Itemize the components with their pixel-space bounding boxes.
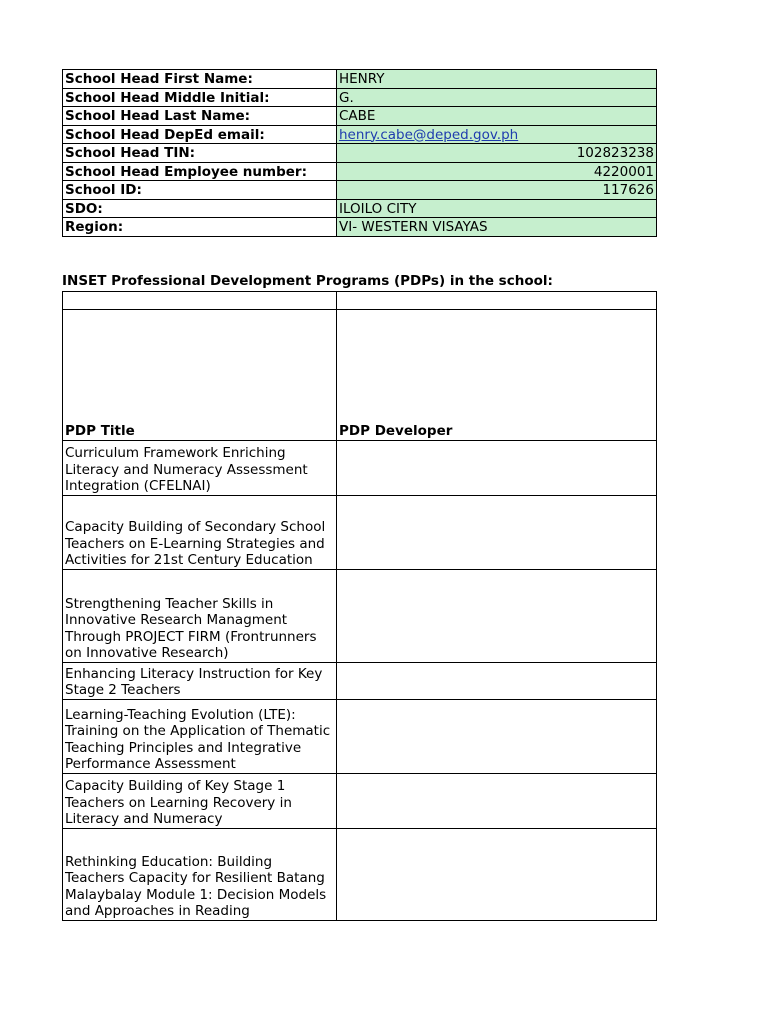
tin-label: School Head TIN: — [63, 144, 337, 163]
pdp-title-cell[interactable]: Capacity Building of Key Stage 1 Teachers on Learning Recovery in Literacy and Numeracy — [63, 773, 337, 828]
pdp-section-title: INSET Professional Development Programs (PDPs) in the school: — [62, 272, 553, 289]
pdp-title-cell[interactable]: Enhancing Literacy Instruction for Key Stage 2 Teachers — [63, 662, 337, 699]
table-row — [63, 162, 657, 181]
employee-number-label: School Head Employee number: — [63, 162, 337, 181]
last-name-value[interactable]: CABE — [337, 107, 657, 126]
worksheet — [62, 69, 656, 921]
table-row — [63, 181, 657, 200]
pdp-developer-header: PDP Developer — [337, 309, 657, 440]
table-row — [63, 828, 657, 920]
table-row — [63, 199, 657, 218]
pdp-header-row — [63, 309, 657, 440]
empty-cell[interactable] — [337, 291, 657, 309]
region-label: Region: — [63, 218, 337, 237]
pdp-title-cell[interactable]: Rethinking Education: Building Teachers Capacity for Resilient Batang Malaybalay Module 1: Decision Models and Approaches in Reading — [63, 828, 337, 920]
email-cell[interactable] — [337, 125, 657, 144]
middle-initial-label: School Head Middle Initial: — [63, 88, 337, 107]
table-row — [63, 662, 657, 699]
pdp-title-cell[interactable]: Capacity Building of Secondary School Teachers on E-Learning Strategies and Activities for 21st Century Education — [63, 495, 337, 569]
sdo-label: SDO: — [63, 199, 337, 218]
pdp-title-cell[interactable]: Learning-Teaching Evolution (LTE): Training on the Application of Thematic Teaching Principles and Integrative Performance Assessment — [63, 699, 337, 773]
email-label: School Head DepEd email: — [63, 125, 337, 144]
table-row — [63, 699, 657, 773]
table-row — [63, 144, 657, 163]
pdp-developer-cell[interactable] — [337, 569, 657, 662]
school-head-info-table — [62, 69, 657, 237]
last-name-label: School Head Last Name: — [63, 107, 337, 126]
school-id-label: School ID: — [63, 181, 337, 200]
middle-initial-value[interactable]: G. — [337, 88, 657, 107]
pdp-developer-cell[interactable] — [337, 495, 657, 569]
pdp-developer-cell[interactable] — [337, 699, 657, 773]
sdo-value[interactable]: ILOILO CITY — [337, 199, 657, 218]
pdp-developer-cell[interactable] — [337, 828, 657, 920]
table-row — [63, 125, 657, 144]
employee-number-value[interactable]: 4220001 — [337, 162, 657, 181]
table-row — [63, 495, 657, 569]
pdp-title-header: PDP Title — [63, 309, 337, 440]
pdp-developer-cell[interactable] — [337, 662, 657, 699]
pdp-developer-cell[interactable] — [337, 440, 657, 495]
table-row — [63, 291, 657, 309]
school-id-value[interactable]: 117626 — [337, 181, 657, 200]
table-row — [63, 773, 657, 828]
pdp-title-cell[interactable]: Strengthening Teacher Skills in Innovative Research Managment Through PROJECT FIRM (Frontrunners on Innovative Research) — [63, 569, 337, 662]
pdp-developer-cell[interactable] — [337, 773, 657, 828]
empty-cell[interactable] — [63, 291, 337, 309]
table-row — [63, 88, 657, 107]
table-row — [63, 440, 657, 495]
tin-value[interactable]: 102823238 — [337, 144, 657, 163]
table-row — [63, 218, 657, 237]
pdp-table — [62, 291, 657, 921]
table-row — [63, 107, 657, 126]
pdp-title-cell[interactable]: Curriculum Framework Enriching Literacy and Numeracy Assessment Integration (CFELNAI) — [63, 440, 337, 495]
table-row — [63, 569, 657, 662]
email-link[interactable]: henry.cabe@deped.gov.ph — [339, 126, 519, 143]
first-name-label: School Head First Name: — [63, 70, 337, 89]
region-value[interactable]: VI- WESTERN VISAYAS — [337, 218, 657, 237]
table-row — [63, 70, 657, 89]
first-name-value[interactable]: HENRY — [337, 70, 657, 89]
